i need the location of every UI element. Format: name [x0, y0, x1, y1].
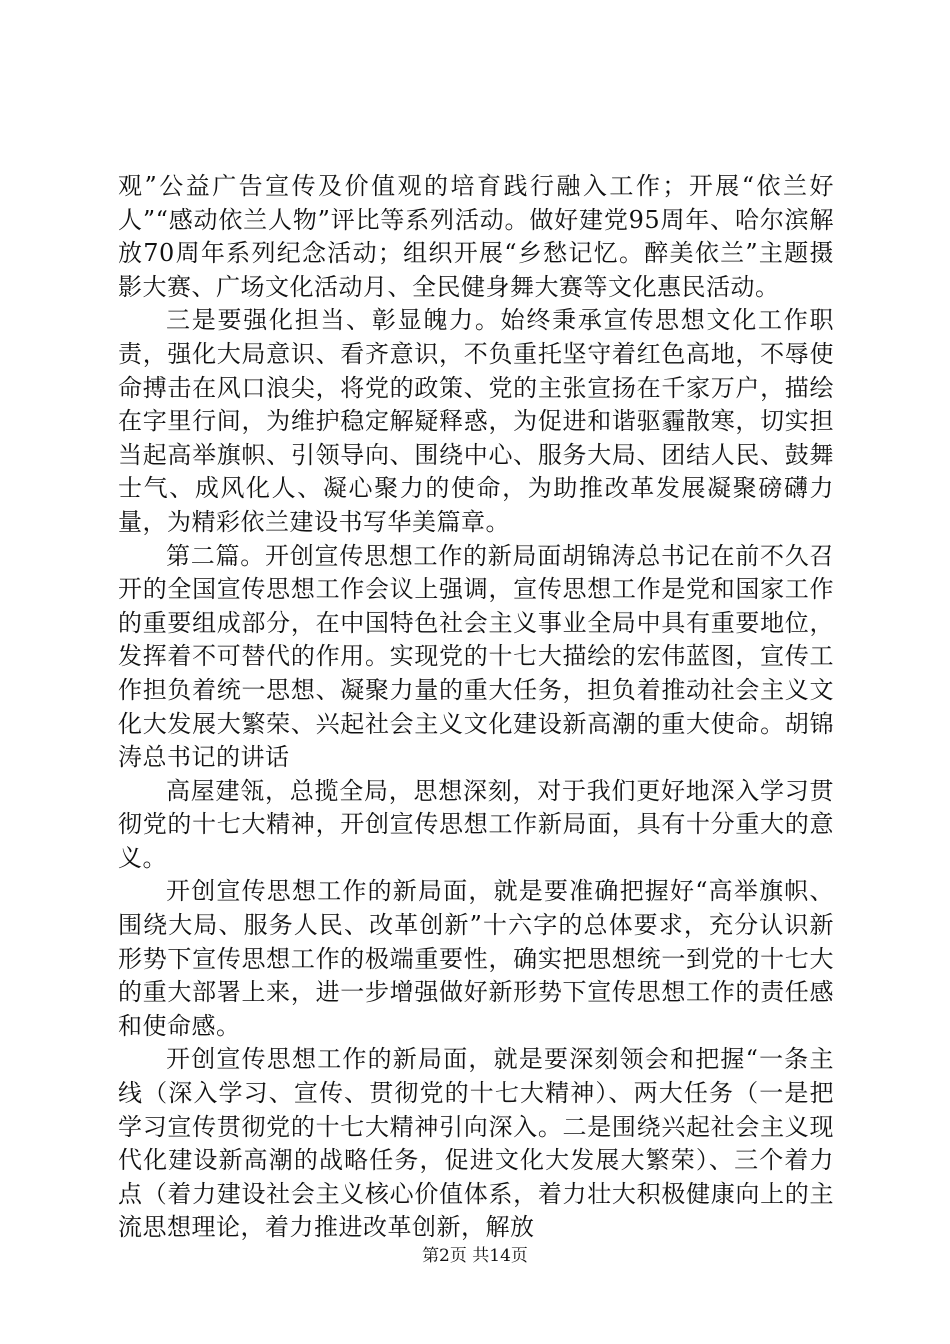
document-body [118, 170, 834, 1245]
page-footer: 第2页 共14页 [422, 1246, 528, 1266]
paragraph-5: 开创宣传思想工作的新局面，就是要准确把握好“高举旗帜、围绕大局、服务人民、改革创新”十六字的总体要求，充分认识新形势下宣传思想工作的极端重要性，确实把思想统一到党的十七大的重大部署上来，进一步增强做好新形势下宣传思想工作的责任感和使命感。 [118, 877, 834, 1040]
paragraph-2: 三是要强化担当、彰显魄力。始终秉承宣传思想文化工作职责，强化大局意识、看齐意识，不负重托坚守着红色高地，不辱使命搏击在风口浪尖，将党的政策、党的主张宣扬在千家万户，描绘在字里行间，为维护稳定解疑释惑，为促进和谐驱霾散寒，切实担当起高举旗帜、引领导向、围绕中心、服务大局、团结人民、鼓舞士气、成风化人、凝心聚力的使命，为助推改革发展凝聚磅礴力量，为精彩依兰建设书写华美篇章。 [118, 306, 834, 536]
paragraph-6: 开创宣传思想工作的新局面，就是要深刻领会和把握“一条主线（深入学习、宣传、贯彻党的十七大精神）、两大任务（一是把学习宣传贯彻党的十七大精神引向深入。二是围绕兴起社会主义现代化建设新高潮的战略任务，促进文化大发展大繁荣）、三个着力点（着力建设社会主义核心价值体系，着力壮大积极健康向上的主流思想理论，着力推进改革创新，解放 [118, 1045, 834, 1242]
paragraph-3: 第二篇。开创宣传思想工作的新局面胡锦涛总书记在前不久召开的全国宣传思想工作会议上强调，宣传思想工作是党和国家工作的重要组成部分，在中国特色社会主义事业全局中具有重要地位，发挥着不可替代的作用。实现党的十七大描绘的宏伟蓝图，宣传工作担负着统一思想、凝聚力量的重大任务，担负着推动社会主义文化大发展大繁荣、兴起社会主义文化建设新高潮的重大使命。胡锦涛总书记的讲话 [118, 541, 834, 772]
paragraph-1: 观”公益广告宣传及价值观的培育践行融入工作；开展“依兰好人”“感动依兰人物”评比等系列活动。做好建党95周年、哈尔滨解放70周年系列纪念活动；组织开展“乡愁记忆。醉美依兰”主题摄影大赛、广场文化活动月、全民健身舞大赛等文化惠民活动。 [118, 172, 834, 301]
paragraph-4: 高屋建瓴，总揽全局，思想深刻，对于我们更好地深入学习贯彻党的十七大精神，开创宣传思想工作新局面，具有十分重大的意义。 [118, 776, 834, 872]
